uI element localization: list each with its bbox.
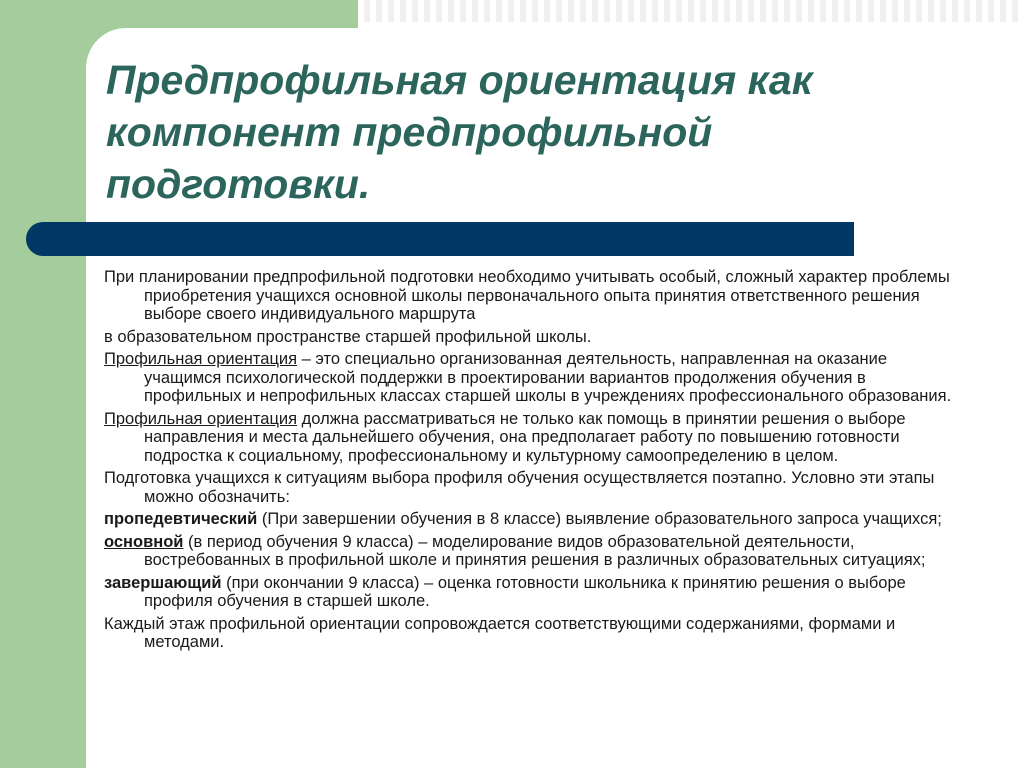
term-profile-orientation-2: Профильная ориентация — [104, 409, 298, 428]
definition-text: – это специально организованная деятельность, направленная на оказание учащимся психологической поддержки в проектировании вариантов продолжения обучения в профильных и непрофильных классах старшей школы в учреждениях профессионального образования. — [144, 350, 952, 405]
stage-text: (в период обучения 9 класса) – моделирование видов образовательной деятельности, востребованных в профильной школе и принятия решения в различных образовательных ситуациях; — [144, 532, 926, 569]
paragraph-stages-intro: Подготовка учащихся к ситуациям выбора профиля обучения осуществляется поэтапно. Условно эти этапы можно обозначить: — [104, 469, 935, 506]
stage-final — [104, 574, 964, 611]
paragraph-planning: При планировании предпрофильной подготовки необходимо учитывать особый, сложный характер проблемы приобретения учащихся основной школы первоначального опыта принятия ответственного решения выборе своего индивидуального маршрута — [104, 268, 950, 323]
stage-name: завершающий — [104, 573, 222, 592]
stage-text: (При завершении обучения в 8 классе) выявление образовательного запроса учащихся; — [257, 510, 942, 528]
slide-title: Предпрофильная ориентация как компонент предпрофильной подготовки. — [106, 57, 813, 207]
top-decorative-strip — [358, 0, 1024, 22]
stage-main — [104, 533, 964, 570]
stage-text: (при окончании 9 класса) – оценка готовности школьника к принятию решения о выборе профиля обучения в старшей школе. — [144, 573, 906, 610]
paragraph-closing: Каждый этаж профильной ориентации сопровождается соответствующими содержаниями, формами и методами. — [104, 614, 896, 651]
stage-name: основной — [104, 532, 184, 551]
paragraph-role — [104, 410, 964, 466]
title-divider-bar — [26, 222, 854, 256]
paragraph-definition — [104, 350, 964, 406]
role-text: должна рассматриваться не только как помощь в принятии решения о выборе направления и места дальнейшего обучения, она предполагает работу по повышению готовности подростка к социальному, профессиональному и культурному самоопределению в целом. — [144, 409, 906, 465]
stage-propaedeutic — [104, 510, 964, 529]
term-profile-orientation: Профильная ориентация — [104, 350, 298, 368]
stage-name: пропедевтический — [104, 510, 258, 528]
paragraph-space: в образовательном пространстве старшей профильной школы. — [104, 327, 592, 346]
slide-body — [104, 268, 964, 656]
